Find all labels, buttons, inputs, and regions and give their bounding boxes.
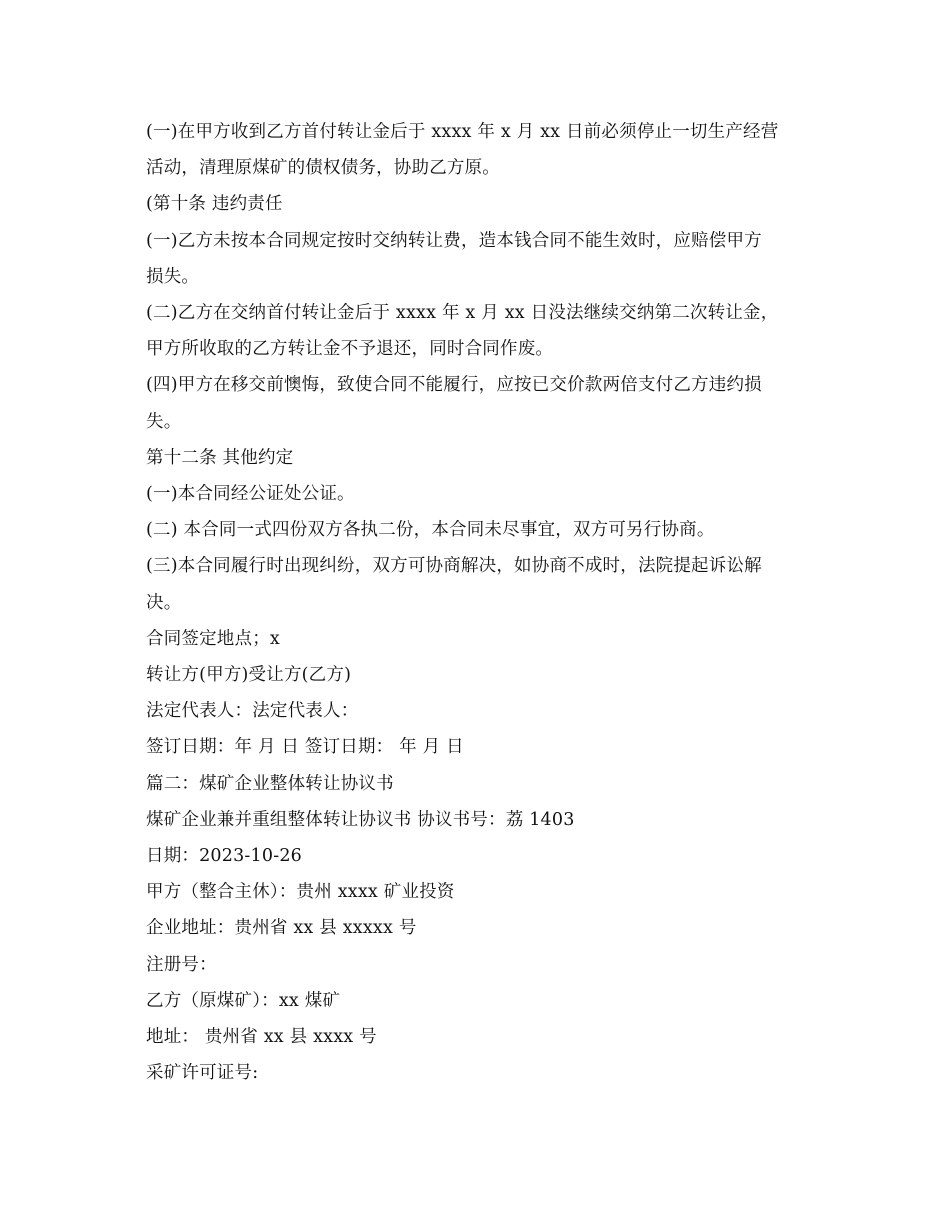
party-b: 乙方（原煤矿）：xx 煤矿 [146,990,341,1011]
text-line: (一)在甲方收到乙方首付转让金后于 xxxx 年 x 月 xx 日前必须停止一切生产经营 [146,122,779,142]
signing-date-line: 签订日期：年 月 日 签订日期： 年 月 日 [146,737,464,758]
parties-line: 转让方(甲方)受让方(乙方) [146,665,352,686]
text-line: 决。 [146,592,182,613]
agreement-date: 日期：2023-10-26 [146,846,302,867]
text-line: 甲方所收取的乙方转让金不予退还，同时合同作废。 [146,339,554,360]
party-a: 甲方（整合主休）：贵州 xxxx 矿业投资 [146,882,455,903]
signing-place: 合同签定地点；x [146,628,280,649]
text-line: 失。 [146,411,182,432]
text-line: 活动，清理原煤矿的债权债务，协助乙方原。 [146,158,500,179]
text-line: (二)乙方在交纳首付转让金后于 xxxx 年 x 月 xx 日没法继续交纳第二次转让金， [146,303,779,324]
section-heading: (第十条 违约责任 [146,194,283,215]
text-line: (一)乙方未按本合同规定按时交纳转让费，造本钱合同不能生效时，应赔偿甲方 [146,230,762,251]
text-line: (一)本合同经公证处公证。 [146,484,355,505]
document-body [146,114,806,1091]
text-line: (二) 本合同一式四份双方各执二份，本合同未尽事宜，双方可另行协商。 [146,520,715,541]
agreement-title: 煤矿企业兼并重组整体转让协议书 协议书号：荔 1403 [146,809,575,830]
company-address: 企业地址：贵州省 xx 县 xxxxx 号 [146,918,417,939]
text-line: (四)甲方在移交前懊悔，致使合同不能履行，应按已交价款两倍支付乙方违约损 [146,375,762,396]
chapter-title: 篇二：煤矿企业整体转让协议书 [146,773,394,794]
mining-license-number: 采矿许可证号: [146,1063,259,1084]
representatives-line: 法定代表人：法定代表人： [146,701,359,722]
text-line: 损失。 [146,266,200,287]
text-line: (三)本合同履行时出现纠纷，双方可协商解决，如协商不成时，法院提起诉讼解 [146,556,762,577]
registration-number: 注册号： [146,954,217,975]
party-b-address: 地址： 贵州省 xx 县 xxxx 号 [146,1027,377,1048]
section-heading: 第十二条 其他约定 [146,447,294,468]
